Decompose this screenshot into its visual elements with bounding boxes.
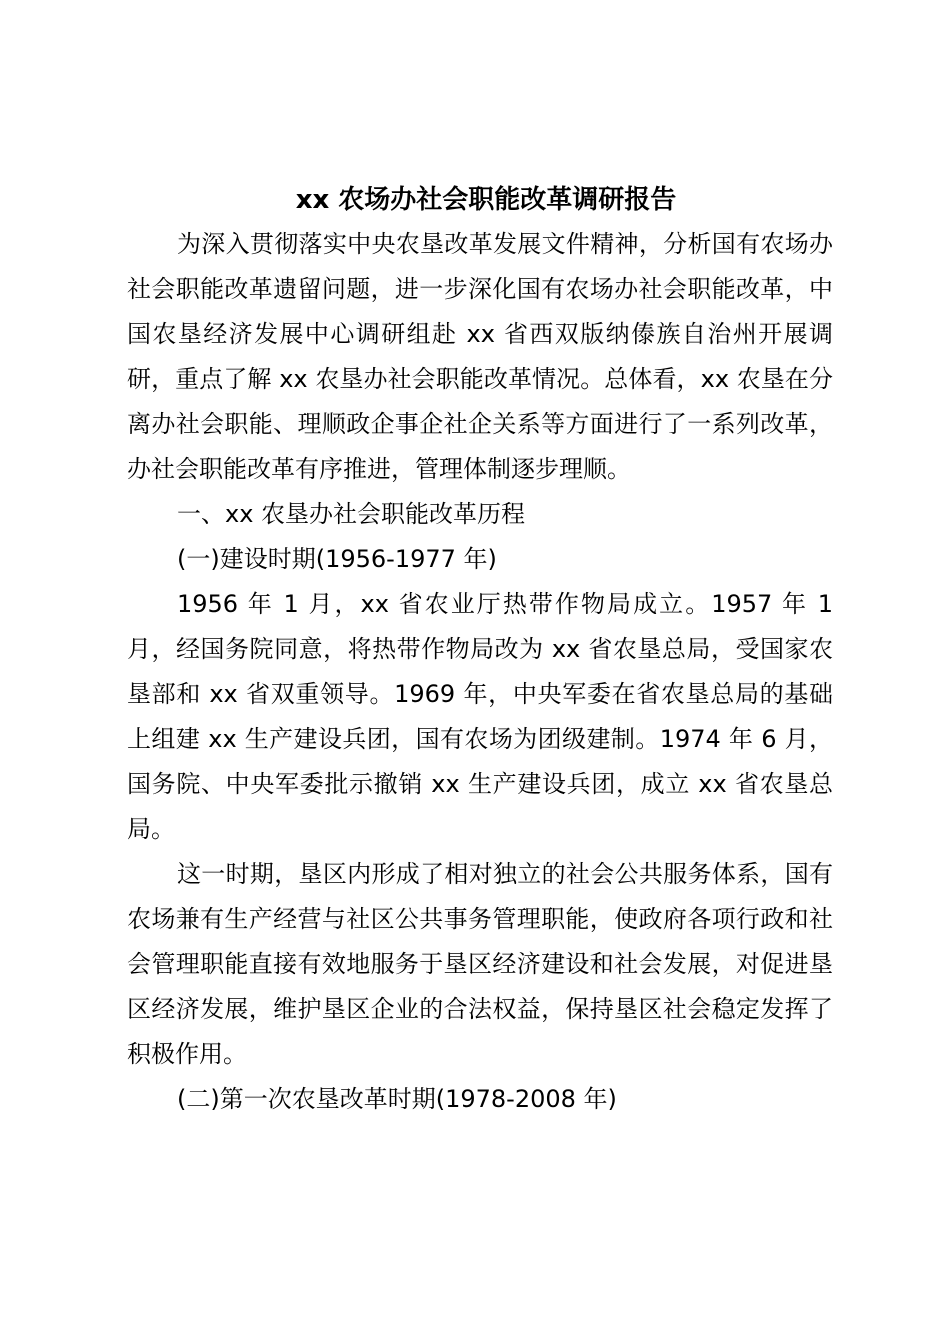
history-paragraph-1: 1956 年 1 月，xx 省农业厅热带作物局成立。1957 年 1 月，经国务院同意，将热带作物局改为 xx 省农垦总局，受国家农垦部和 xx 省双重领导。1969 年，中央军委在省农垦总局的基础上组建 xx 生产建设兵团，国有农场为团级建制。1974 年 6 月，国务院、中央军委批示撤销 xx 生产建设兵团，成立 xx 省农垦总局。 (127, 590, 833, 843)
history-paragraph-2: 这一时期，垦区内形成了相对独立的社会公共服务体系，国有农场兼有生产经营与社区公共事务管理职能，使政府各项行政和社会管理职能直接有效地服务于垦区经济建设和社会发展，对促进垦区经济发展，维护垦区企业的合法权益，保持垦区社会稳定发挥了积极作用。 (127, 860, 833, 1068)
section-heading-1: 一、xx 农垦办社会职能改革历程 (177, 500, 526, 528)
subsection-heading-1: (一)建设时期(1956-1977 年) (177, 545, 497, 573)
intro-paragraph: 为深入贯彻落实中央农垦改革发展文件精神，分析国有农场办社会职能改革遗留问题，进一步深化国有农场办社会职能改革，中国农垦经济发展中心调研组赴 xx 省西双版纳傣族自治州开展调研，重点了解 xx 农垦办社会职能改革情况。总体看，xx 农垦在分离办社会职能、理顺政企事企社企关系等方面进行了一系列改革，办社会职能改革有序推进，管理体制逐步理顺。 (127, 230, 833, 483)
subsection-heading-2: (二)第一次农垦改革时期(1978-2008 年) (177, 1085, 617, 1113)
document-page (127, 178, 833, 1122)
document-title: xx 农场办社会职能改革调研报告 (295, 185, 677, 215)
